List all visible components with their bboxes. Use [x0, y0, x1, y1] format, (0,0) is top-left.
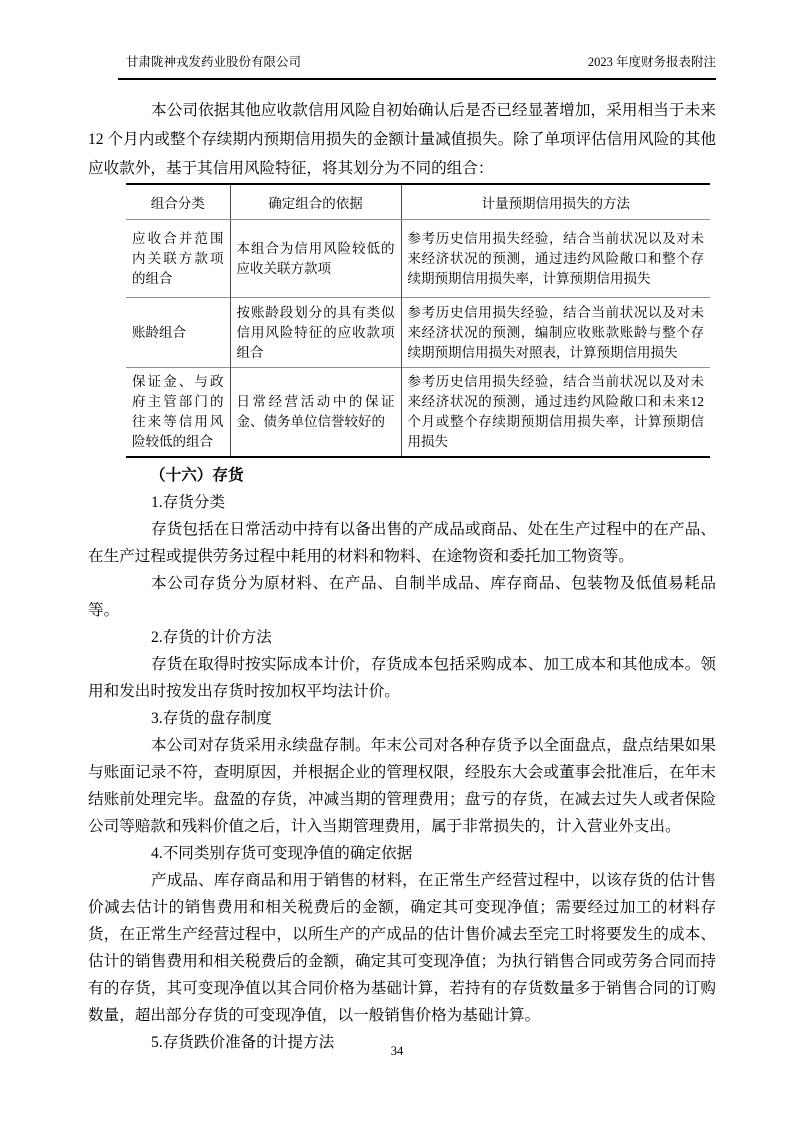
cell-method: 参考历史信用损失经验，结合当前状况以及对未来经济状况的预测，通过违约风险敞口和未来12个月或整个存续期预期信用损失率，计算预期信用损失	[401, 368, 710, 458]
page-header	[126, 54, 716, 71]
subheading-provision-method: 5.存货跌价准备的计提方法	[151, 1034, 335, 1051]
paragraph-inventory-classification-scope: 存货包括在日常活动中持有以备出售的产成品或商品、处在生产过程中的在产品、在生产过程或提供劳务过程中耗用的材料和物料、在途物资和委托加工物资等。	[88, 521, 716, 565]
page-footer	[0, 1044, 794, 1059]
table-header-row	[126, 184, 710, 220]
cell-basis: 日常经营活动中的保证金、债务单位信誉较好的	[230, 368, 401, 458]
column-header-portfolio-category: 组合分类	[126, 184, 230, 220]
paragraph-inventory-categories: 本公司存货分为原材料、在产品、自制半成品、库存商品、包装物及低值易耗品等。	[88, 575, 716, 619]
paragraph-inventory-valuation-method: 存货在取得时按实际成本计价，存货成本包括采购成本、加工成本和其他成本。领用和发出时按发出存货时按加权平均法计价。	[88, 656, 716, 700]
intro-paragraph: 本公司依据其他应收款信用风险自初始确认后是否已经显著增加，采用相当于未来 12 个月内或整个存续期内预期信用损失的金额计量减值损失。除了单项评估信用风险的其他应收款外，基于其信用风险特征，将其划分为不同的组合：	[88, 102, 716, 177]
cell-method: 参考历史信用损失经验，结合当前状况以及对未来经济状况的预测，编制应收账款账龄与整个存续期预期信用损失对照表，计算预期信用损失	[401, 298, 710, 368]
subheading-inventory-valuation-method: 2.存货的计价方法	[151, 629, 272, 646]
table-row-aging-portfolio	[126, 298, 710, 368]
header-company-name: 甘肃陇神戎发药业股份有限公司	[126, 55, 302, 69]
column-header-ecl-method: 计量预期信用损失的方法	[401, 184, 710, 220]
table-row-deposit-portfolio	[126, 368, 710, 458]
page-number: 34	[390, 1044, 404, 1058]
header-doc-title: 2023 年度财务报表附注	[587, 55, 716, 69]
section-title-inventory: （十六）存货	[150, 467, 244, 484]
header-rule	[118, 78, 716, 80]
table-row-related-party-portfolio	[126, 220, 710, 298]
cell-category: 应收合并范围内关联方款项的组合	[126, 220, 230, 298]
column-header-portfolio-basis: 确定组合的依据	[230, 184, 401, 220]
cell-category: 账龄组合	[126, 298, 230, 368]
paragraph-inventory-count-system: 本公司对存货采用永续盘存制。年末公司对各种存货予以全面盘点，盘点结果如果与账面记录不符，查明原因，并根据企业的管理权限，经股东大会或董事会批准后，在年末结账前处理完毕。盘盈的存货，冲减当期的管理费用；盘亏的存货，在减去过失人或者保险公司等赔款和残料价值之后，计入当期管理费用，属于非常损失的，计入营业外支出。	[88, 737, 716, 835]
paragraph-nrv-determination-basis: 产成品、库存商品和用于销售的材料，在正常生产经营过程中，以该存货的估计售价减去估计的销售费用和相关税费后的金额，确定其可变现净值；需要经过加工的材料存货，在正常生产经营过程中，以所生产的产成品的估计售价减去至完工时将要发生的成本、估计的销售费用和相关税费后的金额，确定其可变现净值；为执行销售合同或劳务合同而持有的存货，其可变现净值以其合同价格为基础计算，若持有的存货数量多于销售合同的订购数量，超出部分存货的可变现净值，以一般销售价格为基础计算。	[88, 872, 716, 1024]
cell-method: 参考历史信用损失经验，结合当前状况以及对未来经济状况的预测，通过违约风险敞口和整个存续期预期信用损失率，计算预期信用损失	[407, 230, 704, 286]
credit-loss-portfolio-table	[126, 183, 710, 458]
subheading-nrv-determination-basis: 4.不同类别存货可变现净值的确定依据	[151, 845, 413, 862]
subheading-inventory-count-system: 3.存货的盘存制度	[151, 710, 272, 727]
subheading-inventory-classification: 1.存货分类	[151, 494, 226, 511]
cell-basis: 本组合为信用风险较低的应收关联方款项	[230, 220, 401, 298]
cell-basis: 按账龄段划分的具有类似信用风险特征的应收款项组合	[230, 298, 401, 368]
cell-category: 保证金、与政府主管部门的往来等信用风险较低的组合	[126, 368, 230, 458]
